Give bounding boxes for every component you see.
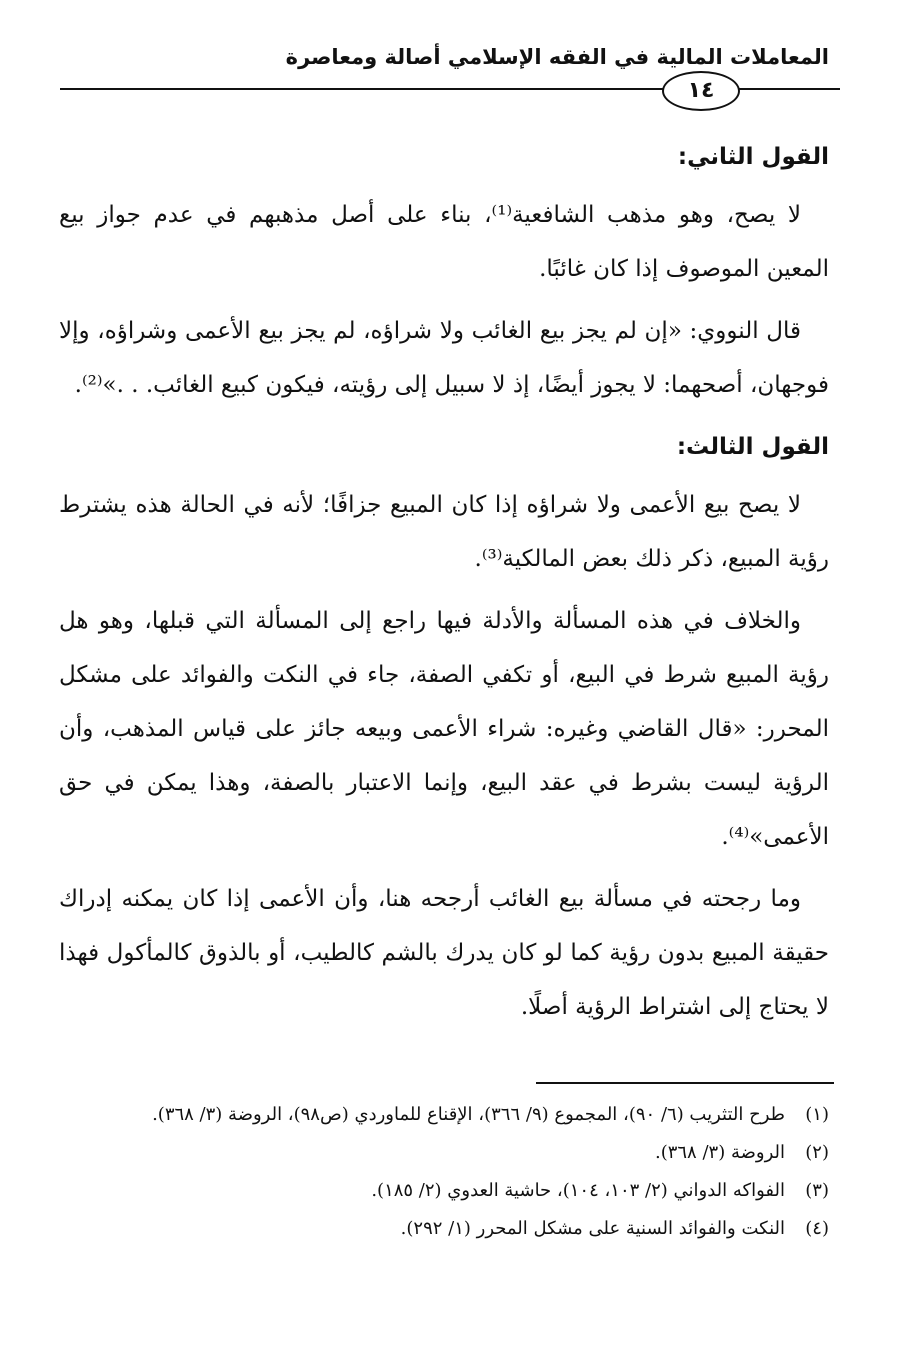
paragraph: لا يصح، وهو مذهب الشافعية⁽¹⁾، بناء على أصل مذهبهم في عدم جواز بيع المعين الموصوف إذا كان غائبًا.	[59, 202, 829, 282]
footnote-number: (٤)	[805, 1218, 829, 1239]
section-heading-third-opinion: القول الثالث:	[676, 434, 829, 460]
footnotes	[29, 1098, 829, 1250]
footnote-text: الفواكه الدواني (٢/ ١٠٣، ١٠٤)، حاشية العدوي (٢/ ١٨٥).	[371, 1180, 785, 1201]
page-number: ١٤	[662, 71, 740, 111]
footnote-item	[29, 1212, 829, 1246]
footnote-item	[29, 1136, 829, 1170]
footnote-text: النكت والفوائد السنية على مشكل المحرر (١/ ٢٩٢).	[400, 1218, 785, 1239]
footnote-separator	[536, 1082, 834, 1084]
paragraph: قال النووي: «إن لم يجز بيع الغائب ولا شراؤه، لم يجز بيع الأعمى وشراؤه، وإلا فوجهان، أصحهما: لا يجوز أيضًا، إذ لا سبيل إلى رؤيته، فيكون كبيع الغائب. . .»⁽²⁾.	[59, 318, 829, 398]
footnote-text: الروضة (٣/ ٣٦٨).	[654, 1142, 785, 1163]
footnote-number: (٢)	[805, 1142, 829, 1163]
section-heading-second-opinion: القول الثاني:	[677, 144, 829, 170]
paragraph: وما رجحته في مسألة بيع الغائب أرجحه هنا، وأن الأعمى إذا كان يمكنه إدراك حقيقة المبيع بدون رؤية كما لو كان يدرك بالشم كالطيب، أو بالذوق كالمأكول فهذا لا يحتاج إلى اشتراط الرؤية أصلًا.	[59, 886, 829, 1020]
footnote-item	[29, 1174, 829, 1208]
footnote-text: طرح التثريب (٦/ ٩٠)، المجموع (٩/ ٣٦٦)، الإقناع للماوردي (ص٩٨)، الروضة (٣/ ٣٦٨).	[152, 1104, 785, 1125]
running-title: المعاملات المالية في الفقه الإسلامي أصالة ومعاصرة	[285, 45, 829, 69]
footnote-number: (١)	[805, 1104, 829, 1125]
paragraph: والخلاف في هذه المسألة والأدلة فيها راجع إلى المسألة التي قبلها، وهو هل رؤية المبيع شرط في البيع، أو تكفي الصفة، جاء في النكت والفوائد على مشكل المحرر: «قال القاضي وغيره: شراء الأعمى وبيعه جائز على قياس المذهب، وأن الرؤية ليست بشرط في عقد البيع، وإنما الاعتبار بالصفة، وهذا يمكن في حق الأعمى»⁽⁴⁾.	[59, 608, 829, 850]
footnote-item	[29, 1098, 829, 1132]
main-text	[59, 130, 829, 1042]
paragraph: لا يصح بيع الأعمى ولا شراؤه إذا كان المبيع جزافًا؛ لأنه في الحالة هذه يشترط رؤية المبيع، ذكر ذلك بعض المالكية⁽³⁾.	[59, 492, 829, 572]
footnote-number: (٣)	[805, 1180, 829, 1201]
